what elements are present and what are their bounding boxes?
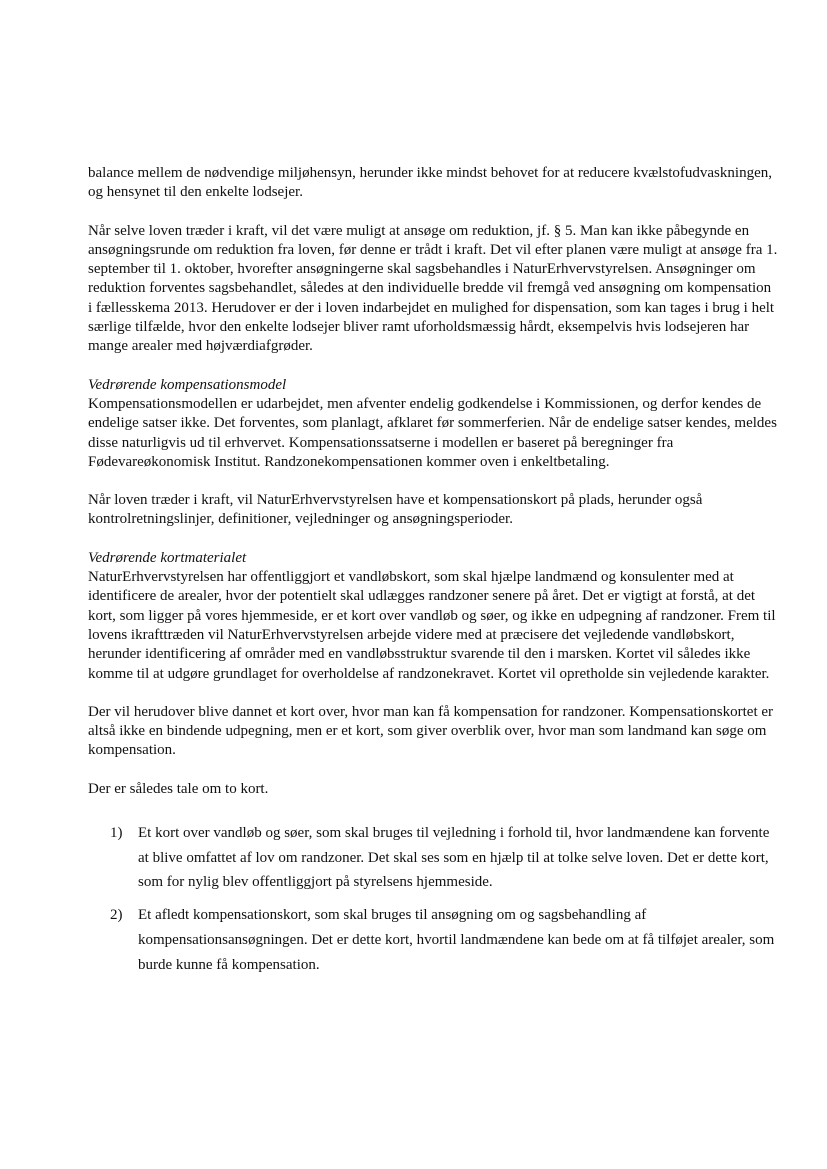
paragraph-kompensationskort: Når loven træder i kraft, vil NaturErhvervstyrelsen have et kompensationskort på plads, herunder også kontrolretningslinjer, definitioner, vejledninger og ansøgningsperioder. (88, 492, 703, 528)
list-item-number: 2) (110, 907, 123, 924)
paragraph-balance: balance mellem de nødvendige miljøhensyn, herunder ikke mindst behovet for at reducere kvælstofudvaskningen, og hensynet til den enkelte lodsejer. (88, 165, 772, 201)
list-item-text: Et kort over vandløb og søer, som skal bruges til vejledning i forhold til, hvor landmændene kan forvente at blive omfattet af lov om randzoner. Det skal ses som en hjælp til at tolke selve loven. Det er dette kort, som for nylig blev offentliggjort på styrelsens hjemmeside. (138, 825, 770, 891)
paragraph-kompensationsmodel: Kompensationsmodellen er udarbejdet, men afventer endelig godkendelse i Kommissionen, og derfor kendes de endelige satser ikke. Det forventes, som planlagt, afklaret før sommerferien. Når de endelige satser kendes, meldes disse naturligvis ud til erhvervet. Kompensationssatserne i modellen er baseret på beregninger fra Fødevareøkonomisk Institut. Randzonekompensationen kommer oven i enkeltbetaling. (88, 395, 777, 470)
paragraph-to-kort: Der er således tale om to kort. (88, 780, 269, 797)
document-page (88, 164, 778, 985)
paragraph-reduktion: Når selve loven træder i kraft, vil det være muligt at ansøge om reduktion, jf. § 5. Man kan ikke påbegynde en ansøgningsrunde om reduktion fra loven, før denne er trådt i kraft. Det vil efter planen være muligt at ansøge fra 1. september til 1. oktober, hvorefter ansøgningerne skal sagsbehandles i NaturErhvervstyrelsen. Ansøgninger om reduktion forventes sagsbehandlet, således at den individuelle bredde vil fremgå ved ansøgning om kompensation i fællesskema 2013. Herudover er der i loven indarbejdet en mulighed for dispensation, som kan tages i brug i helt særlige tilfælde, hvor den enkelte lodsejer bliver ramt uforholdsmæssig hårdt, eksempelvis hvis lodsejeren har mange arealer med højværdiafgrøder. (88, 222, 778, 355)
heading-kortmaterialet: Vedrørende kortmaterialet (88, 549, 247, 566)
list-item (88, 821, 778, 895)
list-item-text: Et afledt kompensationskort, som skal bruges til ansøgning om og sagsbehandling af kompensationsansøgningen. Det er dette kort, hvortil landmændene kan bede om at få tilføjet arealer, som burde kunne få kompensation. (138, 907, 775, 973)
paragraph-vandloebskort: NaturErhvervstyrelsen har offentliggjort et vandløbskort, som skal hjælpe landmænd og konsulenter med at identificere de arealer, hvor der potentielt skal udlægges randzoner senere på året. Det er vigtigt at forstå, at det kort, som ligger på vores hjemmeside, er et kort over vandløb og søer, og ikke en udpegning af randzoner. Frem til lovens ikrafttræden vil NaturErhvervstyrelsen arbejde videre med at præcisere det vejledende vandløbskort, herunder identificering af områder med en vandløbsstruktur svarende til den i marsken. Kortet vil således ikke komme til at udgøre grundlaget for overholdelse af randzonekravet. Kortet vil opretholde sin vejledende karakter. (88, 569, 776, 682)
numbered-list (88, 821, 778, 977)
list-item (88, 903, 778, 977)
paragraph-kompensation-randzoner: Der vil herudover blive dannet et kort over, hvor man kan få kompensation for randzoner. Kompensationskortet er altså ikke en bindende udpegning, men er et kort, som giver overblik over, hvor man som landmand kan søge om kompensation. (88, 703, 774, 759)
list-item-number: 1) (110, 825, 123, 842)
heading-kompensationsmodel: Vedrørende kompensationsmodel (88, 376, 287, 393)
